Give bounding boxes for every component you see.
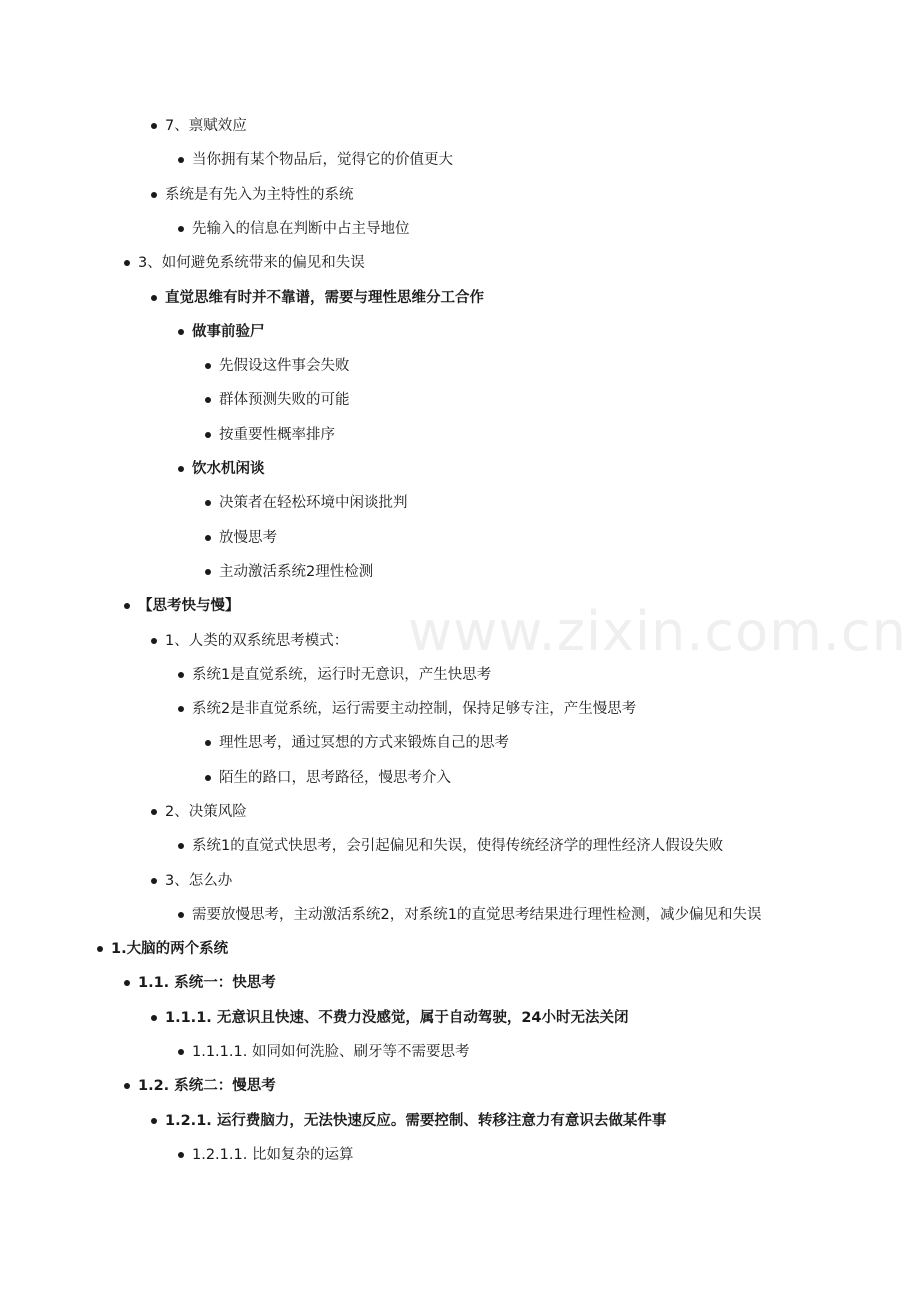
bullet-dot-icon [178, 1152, 184, 1158]
bullet-dot-icon [97, 946, 103, 952]
bullet-dot-icon [124, 1083, 130, 1089]
list-item-text: 群体预测失败的可能 [219, 392, 350, 408]
list-item-text: 1.1. 系统一：快思考 [138, 975, 276, 991]
bullet-dot-icon [124, 260, 130, 266]
list-item-text: 当你拥有某个物品后，觉得它的价值更大 [192, 152, 453, 168]
list-item-text: 系统是有先入为主特性的系统 [165, 187, 354, 203]
bullet-dot-icon [151, 878, 157, 884]
list-item-text: 需要放慢思考，主动激活系统2，对系统1的直觉思考结果进行理性检测，减少偏见和失误 [192, 907, 762, 923]
list-item-text: 系统2是非直觉系统，运行需要主动控制，保持足够专注，产生慢思考 [192, 701, 637, 717]
bullet-dot-icon [205, 535, 211, 541]
list-item-text: 按重要性概率排序 [219, 427, 335, 443]
list-item-text: 做事前验尸 [192, 324, 265, 340]
list-item-text: 先假设这件事会失败 [219, 358, 350, 374]
list-item-text: 1.2. 系统二：慢思考 [138, 1078, 276, 1094]
bullet-dot-icon [205, 432, 211, 438]
bullet-dot-icon [178, 466, 184, 472]
list-item-text: 1.1.1. 无意识且快速、不费力没感觉，属于自动驾驶，24小时无法关闭 [165, 1010, 629, 1026]
list-item-text: 直觉思维有时并不靠谱，需要与理性思维分工合作 [165, 290, 484, 306]
bullet-dot-icon [178, 912, 184, 918]
bullet-dot-icon [205, 363, 211, 369]
bullet-dot-icon [178, 226, 184, 232]
list-item-text: 理性思考，通过冥想的方式来锻炼自己的思考 [219, 735, 509, 751]
bullet-dot-icon [151, 192, 157, 198]
bullet-dot-icon [124, 603, 130, 609]
bullet-dot-icon [151, 295, 157, 301]
list-item-text: 7、禀赋效应 [165, 118, 247, 134]
list-item-text: 系统1是直觉系统，运行时无意识，产生快思考 [192, 667, 492, 683]
bullet-dot-icon [178, 1049, 184, 1055]
list-item-text: 1.大脑的两个系统 [111, 941, 229, 957]
bullet-dot-icon [178, 157, 184, 163]
list-item-text: 1、人类的双系统思考模式： [165, 633, 349, 649]
list-item-text: 【思考快与慢】 [138, 598, 240, 614]
bullet-dot-icon [151, 809, 157, 815]
bullet-dot-icon [151, 1015, 157, 1021]
list-item-text: 1.2.1.1. 比如复杂的运算 [192, 1147, 354, 1163]
list-item-text: 3、如何避免系统带来的偏见和失误 [138, 255, 365, 271]
bullet-dot-icon [178, 329, 184, 335]
bullet-dot-icon [151, 1118, 157, 1124]
bullet-dot-icon [205, 397, 211, 403]
list-item-text: 1.1.1.1. 如同如何洗脸、刷牙等不需要思考 [192, 1044, 470, 1060]
list-item-text: 陌生的路口，思考路径，慢思考介入 [219, 770, 451, 786]
bullet-dot-icon [178, 843, 184, 849]
list-item-text: 2、决策风险 [165, 804, 247, 820]
bullet-dot-icon [178, 706, 184, 712]
list-item-text: 决策者在轻松环境中闲谈批判 [219, 495, 408, 511]
bullet-dot-icon [205, 740, 211, 746]
list-item-text: 先输入的信息在判断中占主导地位 [192, 221, 410, 237]
list-item-text: 系统1的直觉式快思考，会引起偏见和失误，使得传统经济学的理性经济人假设失败 [192, 838, 724, 854]
bullet-dot-icon [178, 672, 184, 678]
list-item-text: 放慢思考 [219, 530, 277, 546]
bullet-dot-icon [205, 569, 211, 575]
list-item-text: 饮水机闲谈 [192, 461, 265, 477]
bullet-dot-icon [205, 775, 211, 781]
bullet-dot-icon [151, 123, 157, 129]
bullet-dot-icon [205, 500, 211, 506]
list-item-text: 主动激活系统2理性检测 [219, 564, 374, 580]
bullet-dot-icon [151, 638, 157, 644]
list-item-text: 1.2.1. 运行费脑力，无法快速反应。需要控制、转移注意力有意识去做某件事 [165, 1113, 667, 1129]
list-item-text: 3、怎么办 [165, 873, 233, 889]
watermark: www.zixin.com.cn [408, 600, 907, 663]
bullet-dot-icon [124, 980, 130, 986]
